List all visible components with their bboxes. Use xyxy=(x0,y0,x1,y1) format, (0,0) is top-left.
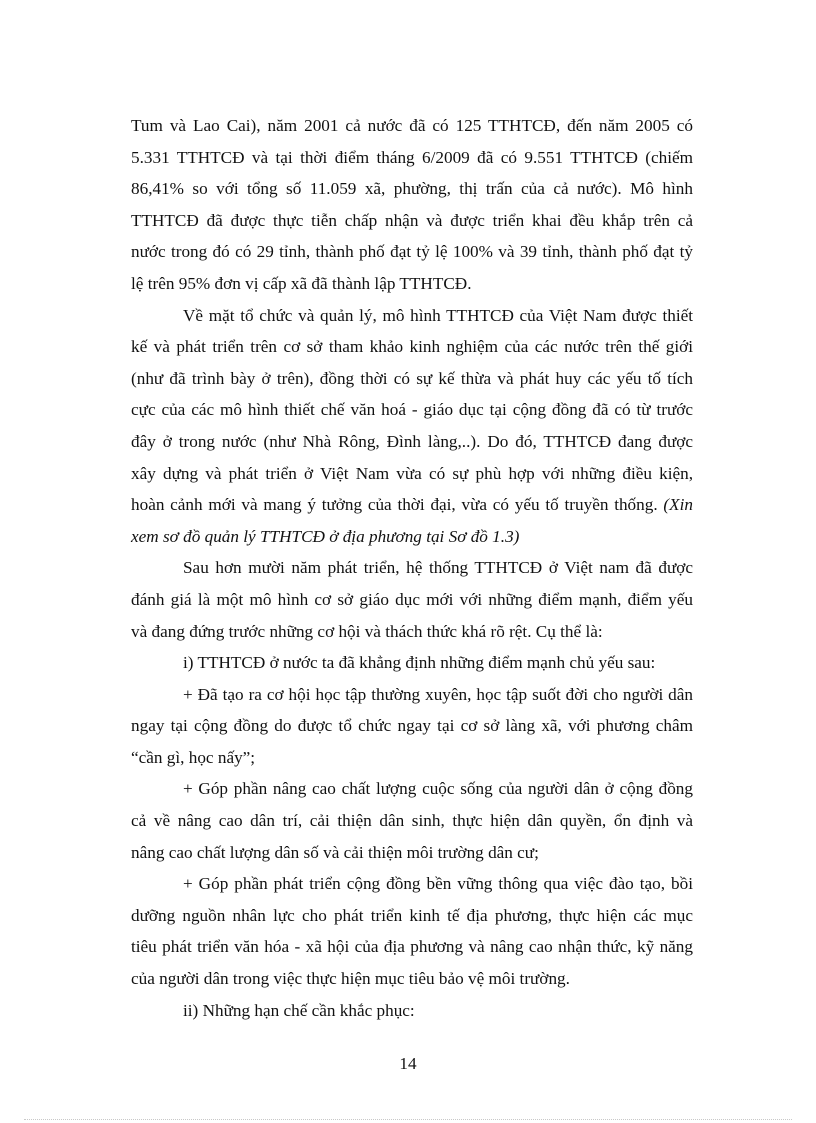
text-line: lệ trên 95% đơn vị cấp xã đã thành lập TTHTCĐ. xyxy=(131,273,472,293)
text-line: 86,41% so với tổng số 11.059 xã, phường, thị trấn của cả nước). Mô hình xyxy=(131,179,693,199)
page-bottom-divider xyxy=(24,1119,792,1120)
italic-note-line: xem sơ đồ quản lý TTHTCĐ ở địa phương tại Sơ đồ 1.3) xyxy=(131,526,520,546)
text-line: Tum và Lao Cai), năm 2001 cả nước đã có 125 TTHTCĐ, đến năm 2005 có xyxy=(131,116,693,135)
text-segment: hoàn cảnh mới và mang ý tưởng của thời đại, vừa có yếu tố truyền thống. xyxy=(131,495,658,515)
text-line: nước trong đó có 29 tỉnh, thành phố đạt tỷ lệ 100% và 39 tỉnh, thành phố đạt tỷ xyxy=(131,242,693,262)
list-heading: i) TTHTCĐ ở nước ta đã khẳng định những điểm mạnh chủ yếu sau: xyxy=(183,653,656,673)
text-line: xây dựng và phát triển ở Việt Nam vừa có sự phù hợp với những điều kiện, xyxy=(131,463,693,483)
italic-note: (Xin xyxy=(663,495,694,515)
body-text xyxy=(131,110,693,1026)
text-line: (như đã trình bày ở trên), đồng thời có sự kế thừa và phát huy các yếu tố tích xyxy=(131,368,693,388)
text-line: + Góp phần phát triển cộng đồng bền vững thông qua việc đào tạo, bồi xyxy=(183,874,693,894)
list-heading: ii) Những hạn chế cần khắc phục: xyxy=(183,1000,415,1020)
text-line: đánh giá là một mô hình cơ sở giáo dục mới với những điểm mạnh, điểm yếu xyxy=(131,589,693,609)
text-line: và đang đứng trước những cơ hội và thách thức khá rõ rệt. Cụ thể là: xyxy=(131,621,603,641)
text-line: “cần gì, học nấy”; xyxy=(131,747,256,767)
text-line: Sau hơn mười năm phát triển, hệ thống TTHTCĐ ở Việt nam đã được xyxy=(183,558,693,578)
text-line: cả về nâng cao dân trí, cải thiện dân sinh, thực hiện dân quyền, ổn định và xyxy=(131,811,693,831)
text-line: cực của các mô hình thiết chế văn hoá - giáo dục tại cộng đồng đã có từ trước xyxy=(131,400,693,420)
text-line: + Góp phần nâng cao chất lượng cuộc sống của người dân ở cộng đồng xyxy=(183,779,693,799)
text-line: kế và phát triển trên cơ sở tham khảo kinh nghiệm của các nước trên thế giới xyxy=(131,337,693,357)
text-line: ngay tại cộng đồng do được tổ chức ngay tại cơ sở làng xã, với phương châm xyxy=(131,716,693,736)
page-number: 14 xyxy=(399,1054,417,1073)
text-line: Về mặt tổ chức và quản lý, mô hình TTHTCĐ của Việt Nam được thiết xyxy=(183,305,693,325)
text-line: tiêu phát triển văn hóa - xã hội của địa phương và nâng cao nhận thức, kỹ năng xyxy=(131,937,693,957)
text-line xyxy=(131,489,693,521)
text-line: TTHTCĐ đã được thực tiễn chấp nhận và được triển khai đều khắp trên cả xyxy=(131,210,693,230)
text-line: đây ở trong nước (như Nhà Rông, Đình làng,..). Do đó, TTHTCĐ đang được xyxy=(131,431,693,451)
text-line: + Đã tạo ra cơ hội học tập thường xuyên, học tập suốt đời cho người dân xyxy=(183,684,693,704)
text-line: của người dân trong việc thực hiện mục tiêu bảo vệ môi trường. xyxy=(131,969,570,989)
text-line: nâng cao chất lượng dân số và cải thiện môi trường dân cư; xyxy=(131,842,539,862)
text-line: dưỡng nguồn nhân lực cho phát triển kinh tế địa phương, thực hiện các mục xyxy=(131,905,693,925)
text-line: 5.331 TTHTCĐ và tại thời điểm tháng 6/2009 đã có 9.551 TTHTCĐ (chiếm xyxy=(131,147,693,167)
